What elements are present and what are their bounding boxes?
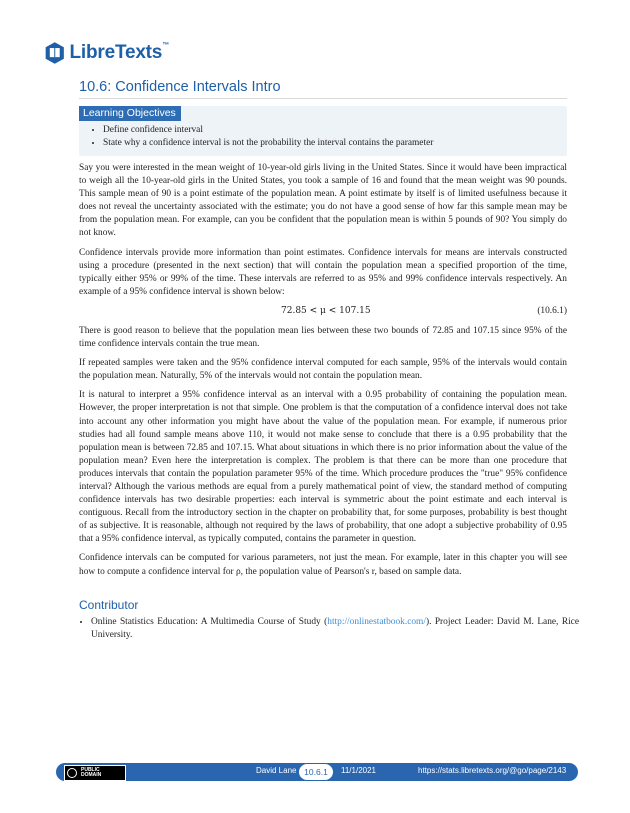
list-item: • State why a confidence interval is not the probability the interval contains the parameter (103, 137, 433, 150)
learning-objectives-label: Learning Objectives (79, 106, 181, 121)
contributor-list (79, 616, 579, 642)
footer-bar (56, 763, 578, 781)
paragraph: Confidence intervals provide more information than point estimates. Confidence intervals for means are intervals constructed using a procedure (presented in the next section) that will contain the population mean a specified proportion of the time, typically either 95% or 99% of the time. These intervals are referred to as 95% and 99% confidence intervals respectively. An example of a 95% confidence interval is shown below: (79, 247, 567, 297)
footer-author: David Lane (256, 766, 297, 775)
learning-objectives-list (91, 124, 433, 150)
contributor-text-after: ). Project Leader: David M. Lane, Rice University. (91, 617, 579, 641)
public-domain-icon (67, 768, 77, 778)
contributor-text-before: Online Statistics Education: A Multimedia Course of Study ( (91, 617, 328, 627)
list-item: • Define confidence interval (103, 124, 433, 137)
equation-expression: 72.85 < μ < 107.15 (281, 305, 371, 316)
public-domain-badge[interactable] (64, 765, 126, 781)
main-content (79, 162, 567, 585)
paragraph: Confidence intervals can be computed for various parameters, not just the mean. For example, later in this chapter you will see how to compute a confidence interval for ρ, the population value of Pearson's r, based on sample data. (79, 553, 567, 577)
libretexts-logo[interactable] (44, 37, 169, 69)
onlinestatbook-link[interactable]: http://onlinestatbook.com/ (327, 617, 426, 627)
footer-url[interactable]: https://stats.libretexts.org/@go/page/2143 (418, 766, 567, 775)
paragraph: Say you were interested in the mean weight of 10-year-old girls living in the United States. Since it would have been impractical to weigh all the 10-year-old girls in the United States, you took a sample of 16 and found that the mean weight was 90 pounds. This sample mean of 90 is a point estimate of the population mean. A point estimate by itself is of limited usefulness because it does not reveal the uncertainty associated with the estimate; you do not have a good sense of how far this sample mean may be from the population mean. For example, can you be confident that the population mean is within 5 pounds of 90? You simply do not know. (79, 163, 567, 239)
learning-objectives-box (79, 106, 567, 156)
equation-number: (10.6.1) (537, 305, 567, 316)
paragraph: There is good reason to believe that the population mean lies between these two bounds of 72.85 and 107.15 since 95% of the time confidence intervals contain the true mean. (79, 325, 567, 350)
public-domain-label: PUBLIC DOMAIN (81, 766, 102, 778)
logo-wordmark: LibreTexts™ (69, 42, 169, 63)
page-title: 10.6: Confidence Intervals Intro (79, 79, 567, 99)
footer-date: 11/1/2021 (341, 766, 376, 775)
paragraph: If repeated samples were taken and the 95% confidence interval computed for each sample, 95% of the intervals would contain the population mean. Naturally, 5% of the intervals would not contain the population mean. (79, 358, 567, 382)
paragraph: It is natural to interpret a 95% confidence interval as an interval with a 0.95 probability of containing the population mean. However, the proper interpretation is not that simple. One problem is that the computation of a confidence interval does not take into account any other information you might have about the value of the population mean. For example, if numerous prior studies had all found sample means above 110, it would not make sense to conclude that there is a 0.95 probability that the population mean is between 72.85 and 107.15. What about situations in which there is no prior information about the value of the population mean? Even here the interpretation is complex. The problem is that there can be more than one procedure that produces intervals that contain the population parameter 95% of the time. Which procedure produces the "true" 95% confidence interval? Although the various methods are equal from a purely mathematical point of view, the standard method of computing confidence intervals has two desirable properties: each interval is symmetric about the point estimate and each interval is contiguous. Recall from the introductory section in the chapter on probability that, for some purposes, probability is best thought of as subjective. It is reasonable, although not required by the laws of probability, that one adopt a subjective probability of 0.95 that a 95% confidence interval, as typically computed, contains the parameter in question. (79, 390, 567, 545)
contributor-heading: Contributor (79, 598, 139, 612)
list-item (91, 616, 579, 642)
footer-page-number: 10.6.1 (299, 764, 333, 780)
equation (79, 305, 567, 319)
libretexts-logo-icon (44, 39, 66, 67)
